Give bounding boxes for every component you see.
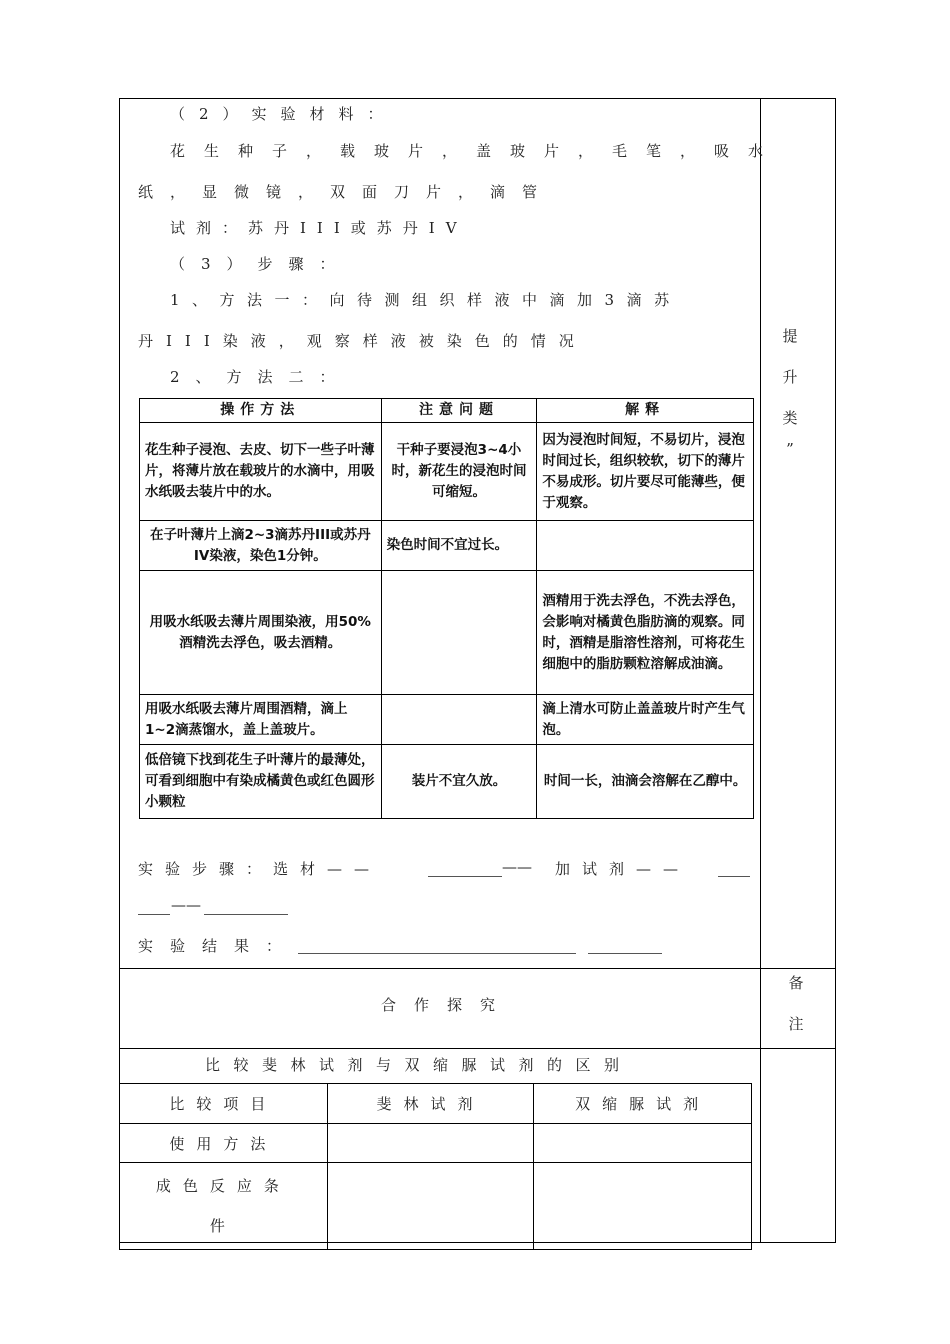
compare-header-biuret: 双缩脲试剂	[534, 1084, 752, 1124]
table-row	[140, 695, 754, 745]
materials-heading: （2）实验材料：	[170, 105, 397, 123]
frame-right-border	[835, 98, 836, 1243]
table-row	[120, 1163, 752, 1250]
row4-explanation: 滴上清水可防止盖盖玻片时产生气泡。	[537, 695, 754, 745]
row4-method: 用吸水纸吸去薄片周围酒精，滴上1~2滴蒸馏水，盖上盖玻片。	[140, 695, 382, 745]
operation-table	[139, 398, 754, 819]
compare-cell-fehling-usage[interactable]	[327, 1124, 534, 1163]
header-explanation: 解释	[537, 399, 754, 423]
procedure-dash-2: ——	[171, 896, 201, 914]
table-row	[140, 423, 754, 521]
table-row	[140, 571, 754, 695]
side-char: 类	[782, 409, 798, 427]
compare-cell-biuret-usage[interactable]	[534, 1124, 752, 1163]
header-notes: 注意问题	[381, 399, 537, 423]
compare-title: 比较斐林试剂与双缩脲试剂的区别	[205, 1056, 633, 1074]
result-blank-2[interactable]	[588, 953, 662, 954]
frame-row-divider-1	[119, 968, 836, 969]
steps-heading: （3）步骤：	[170, 255, 351, 273]
materials-line-2: 纸，显微镜，双面刀片，滴管	[138, 183, 555, 201]
procedure-blank-2[interactable]	[718, 876, 750, 877]
row1-notes: 干种子要浸泡3~4小时，新花生的浸泡时间可缩短。	[381, 423, 537, 521]
side-char: 提	[782, 327, 798, 345]
side-char: 升	[782, 368, 798, 386]
result-label: 实验结果：	[138, 937, 299, 955]
comparison-table	[119, 1083, 752, 1250]
row2-explanation	[537, 521, 754, 571]
row1-method: 花生种子浸泡、去皮、切下一些子叶薄片，将薄片放在载玻片的水滴中，用吸水纸吸去装片中的水。	[140, 423, 382, 521]
reagent-line: 试剂：苏丹III或苏丹IV	[170, 219, 468, 237]
row2-method: 在子叶薄片上滴2~3滴苏丹III或苏丹IV染液，染色1分钟。	[140, 521, 382, 571]
side-label-upper	[776, 325, 804, 458]
row5-notes: 装片不宜久放。	[381, 745, 537, 819]
compare-cell-fehling-condition[interactable]	[327, 1163, 534, 1250]
method-two-heading: 2、方法二：	[170, 368, 351, 386]
side-char: 备	[788, 974, 804, 992]
frame-side-column-divider	[760, 98, 761, 1243]
frame-top-border	[119, 98, 836, 99]
header-operation-method: 操作方法	[140, 399, 382, 423]
compare-row-condition	[120, 1163, 328, 1250]
frame-row-divider-2	[119, 1048, 836, 1049]
method-one-line-1: 1、方法一：向待测组织样液中滴加3滴苏	[170, 291, 682, 309]
comparison-header-row	[120, 1084, 752, 1124]
procedure-dash-1: ——	[502, 858, 532, 876]
row3-explanation: 酒精用于洗去浮色，不洗去浮色，会影响对橘黄色脂肪滴的观察。同时，酒精是脂溶性溶剂，可将花生细胞中的脂肪颗粒溶解成油滴。	[537, 571, 754, 695]
side-char: ”	[786, 440, 794, 458]
result-blank-1[interactable]	[298, 953, 576, 954]
procedure-add-reagent-label: 加试剂——	[555, 860, 691, 878]
materials-line-1: 花生种子，载玻片，盖玻片，毛笔，吸水	[170, 142, 783, 160]
side-label-lower	[776, 972, 816, 1034]
row4-notes	[381, 695, 537, 745]
row5-explanation: 时间一长，油滴会溶解在乙醇中。	[537, 745, 754, 819]
compare-row-usage: 使用方法	[120, 1124, 328, 1163]
procedure-label: 实验步骤：选材——	[138, 860, 382, 878]
row1-explanation: 因为浸泡时间短，不易切片，浸泡时间过长，组织较软，切下的薄片不易成形。切片要尽可能薄些，便于观察。	[537, 423, 754, 521]
compare-cell-biuret-condition[interactable]	[534, 1163, 752, 1250]
frame-left-border	[119, 98, 120, 1243]
compare-header-item: 比较项目	[120, 1084, 328, 1124]
compare-row-condition-line1: 成色反应条	[155, 1177, 291, 1195]
table-row	[120, 1124, 752, 1163]
cooperation-title: 合作探究	[381, 996, 514, 1014]
procedure-blank-1[interactable]	[428, 876, 502, 877]
side-char: 注	[788, 1015, 804, 1033]
row3-method: 用吸水纸吸去薄片周围染液，用50%酒精洗去浮色，吸去酒精。	[140, 571, 382, 695]
procedure-blank-4[interactable]	[204, 914, 288, 915]
row2-notes: 染色时间不宜过长。	[381, 521, 537, 571]
method-one-line-2: 丹III染液，观察样液被染色的情况	[138, 332, 587, 350]
row5-method: 低倍镜下找到花生子叶薄片的最薄处，可看到细胞中有染成橘黄色或红色圆形小颗粒	[140, 745, 382, 819]
table-row	[140, 521, 754, 571]
operation-table-header-row	[140, 399, 754, 423]
table-row	[140, 745, 754, 819]
procedure-blank-3[interactable]	[138, 914, 170, 915]
row3-notes	[381, 571, 537, 695]
compare-header-fehling: 斐林试剂	[327, 1084, 534, 1124]
compare-row-condition-line2: 件	[209, 1217, 237, 1235]
